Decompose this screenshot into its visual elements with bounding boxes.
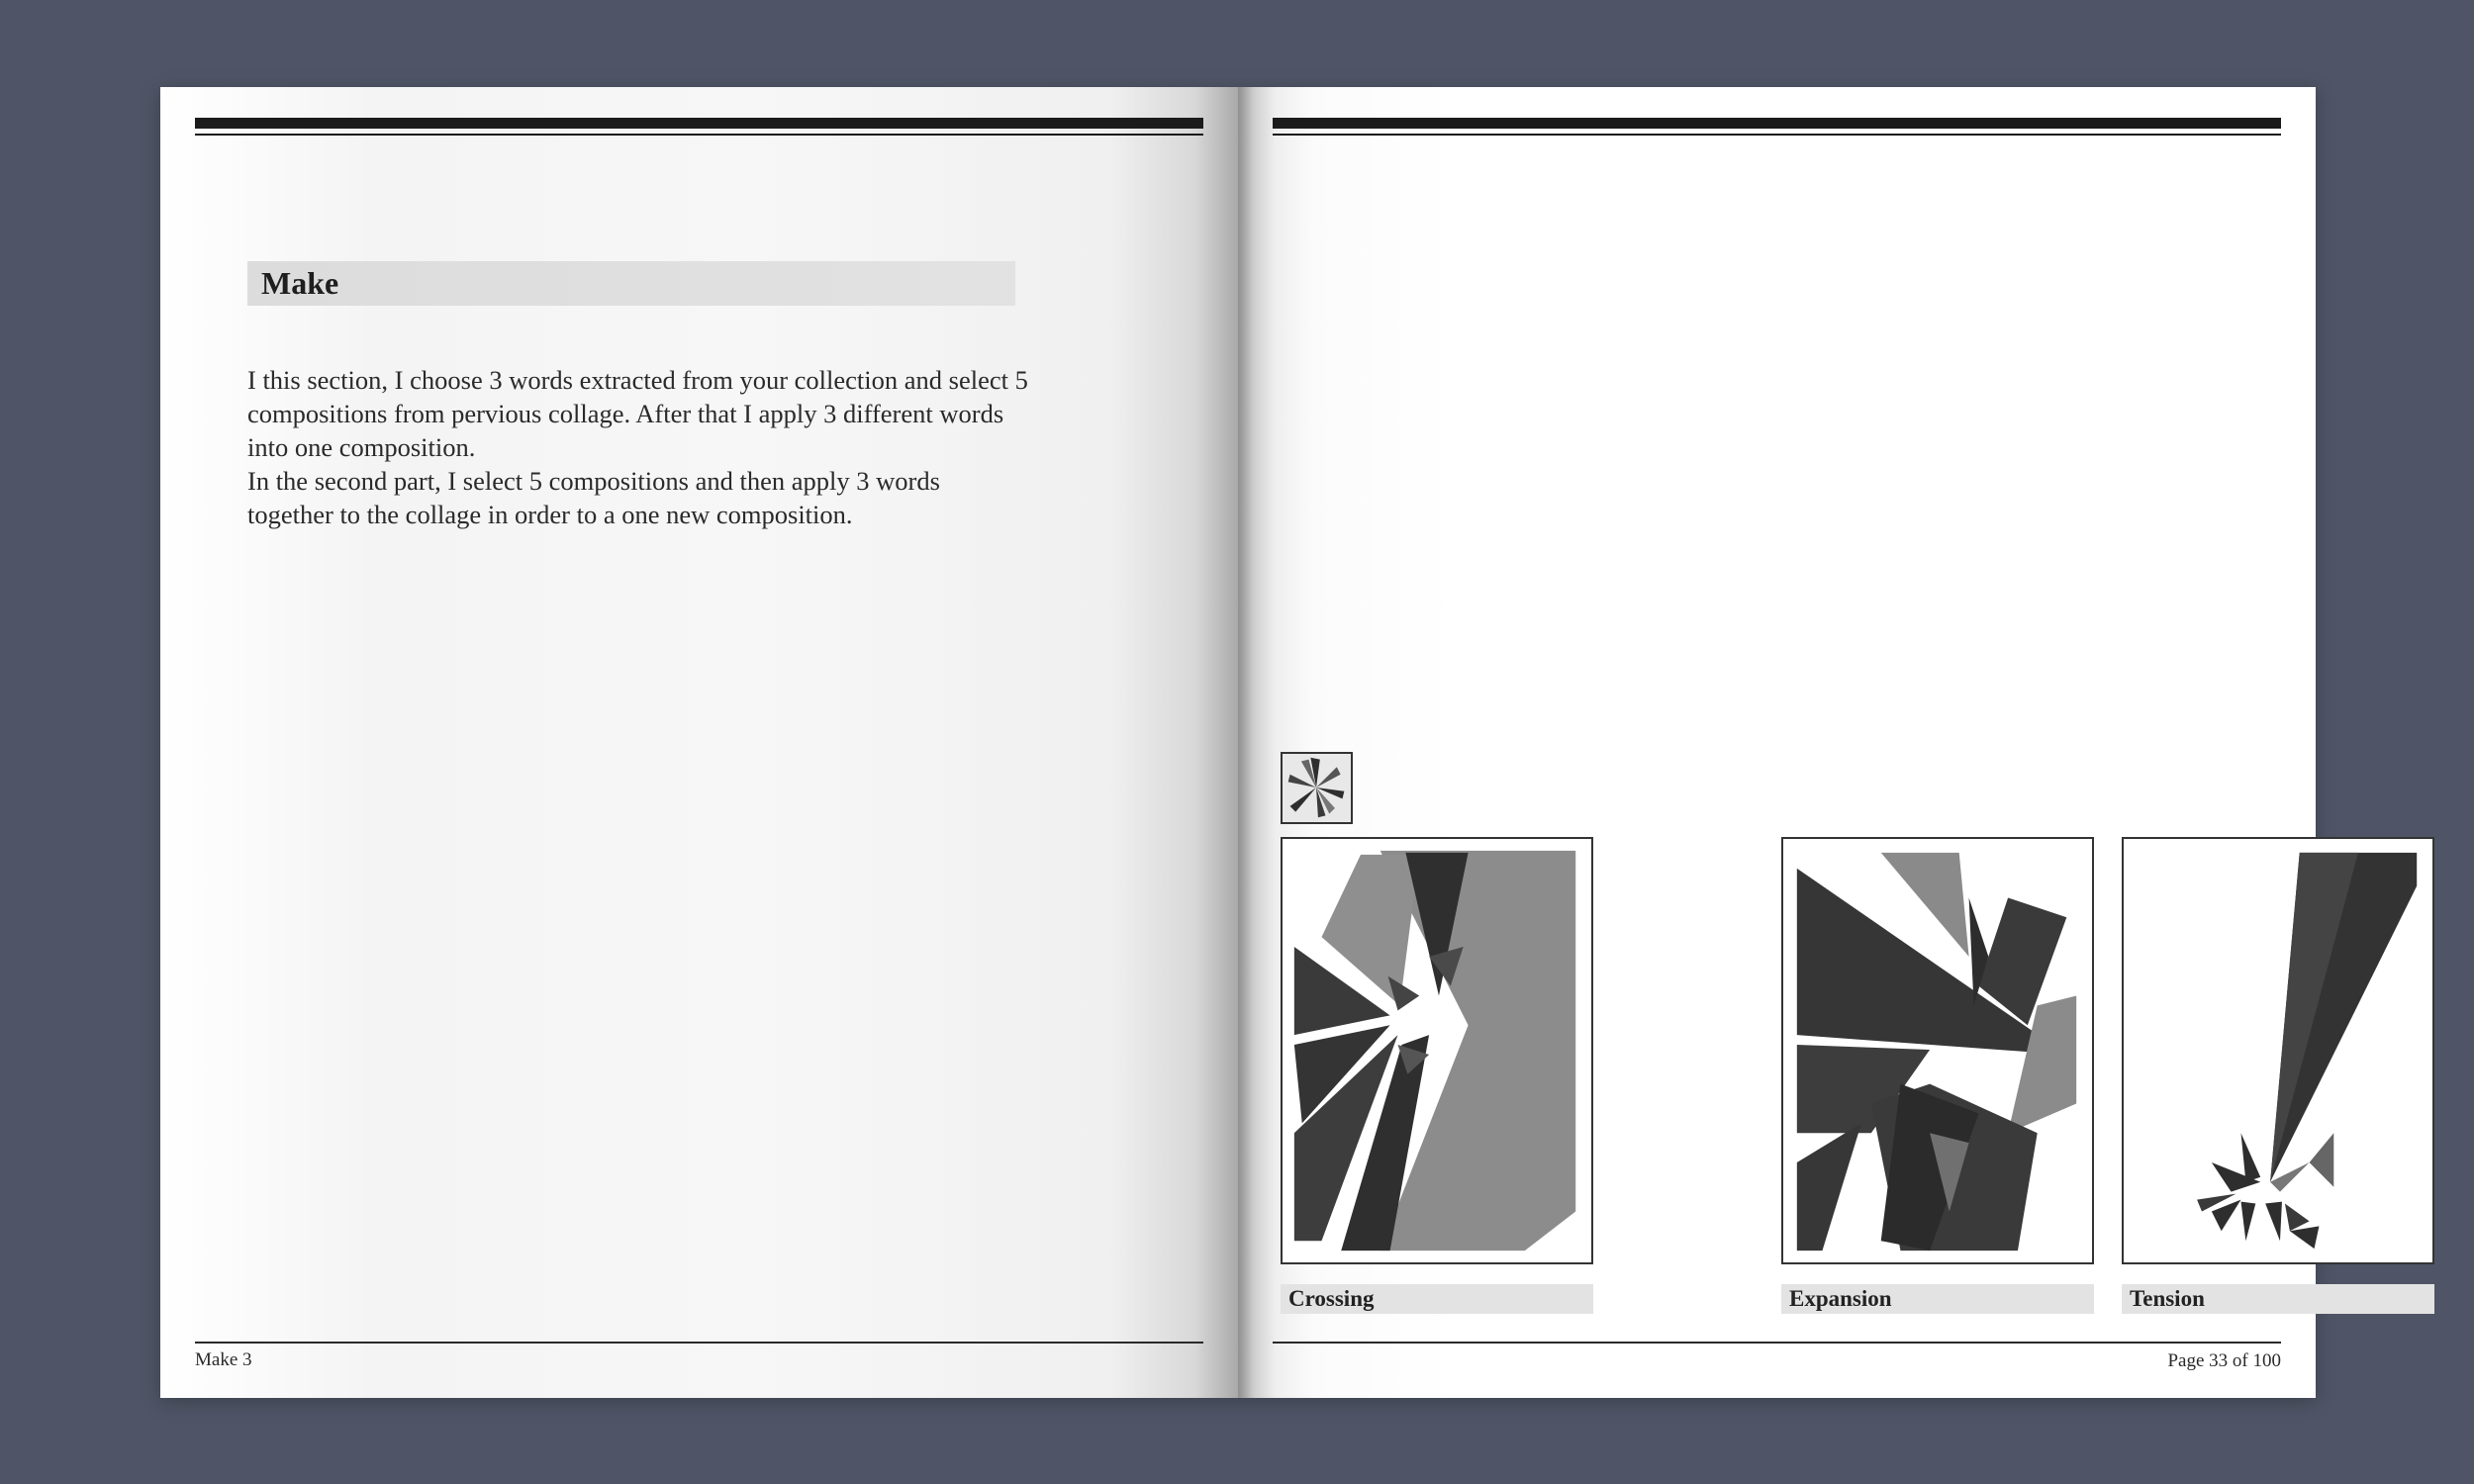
caption-crossing: Crossing: [1288, 1286, 1375, 1311]
section-title-bar: [247, 261, 1015, 306]
top-rule-thin: [195, 134, 1203, 136]
collage-expansion-image: [1783, 839, 2092, 1262]
collage-expansion[interactable]: [1781, 837, 2094, 1264]
footer-section-label: Make 3: [195, 1349, 252, 1370]
collage-crossing[interactable]: [1281, 837, 1593, 1264]
paragraph-2: In the second part, I select 5 compositions and then apply 3 words together to the collage in order to a one new composition.: [247, 466, 940, 529]
caption-expansion: Expansion: [1789, 1286, 1892, 1311]
collage-tension[interactable]: [2122, 837, 2434, 1264]
pinwheel-thumbnail[interactable]: [1281, 752, 1353, 824]
bottom-rule: [195, 1342, 1203, 1344]
top-rule: [1273, 118, 2281, 129]
paragraph-1: I this section, I choose 3 words extracted from your collection and select 5 compositions from pervious collage. After that I apply 3 different words into one composition.: [247, 365, 1028, 462]
top-rule: [195, 118, 1203, 129]
book-spread: [160, 87, 2316, 1398]
pinwheel-icon: [1283, 754, 1351, 822]
left-page: [160, 87, 1238, 1398]
top-rule-thin: [1273, 134, 2281, 136]
collage-tension-image: [2124, 839, 2432, 1262]
collage-crossing-image: [1283, 839, 1591, 1262]
bottom-rule: [1273, 1342, 2281, 1344]
body-text: [247, 363, 1029, 531]
page-indicator: Page 33 of 100: [2167, 1350, 2281, 1371]
caption-tension: Tension: [2130, 1286, 2205, 1311]
section-title: Make: [261, 265, 339, 301]
